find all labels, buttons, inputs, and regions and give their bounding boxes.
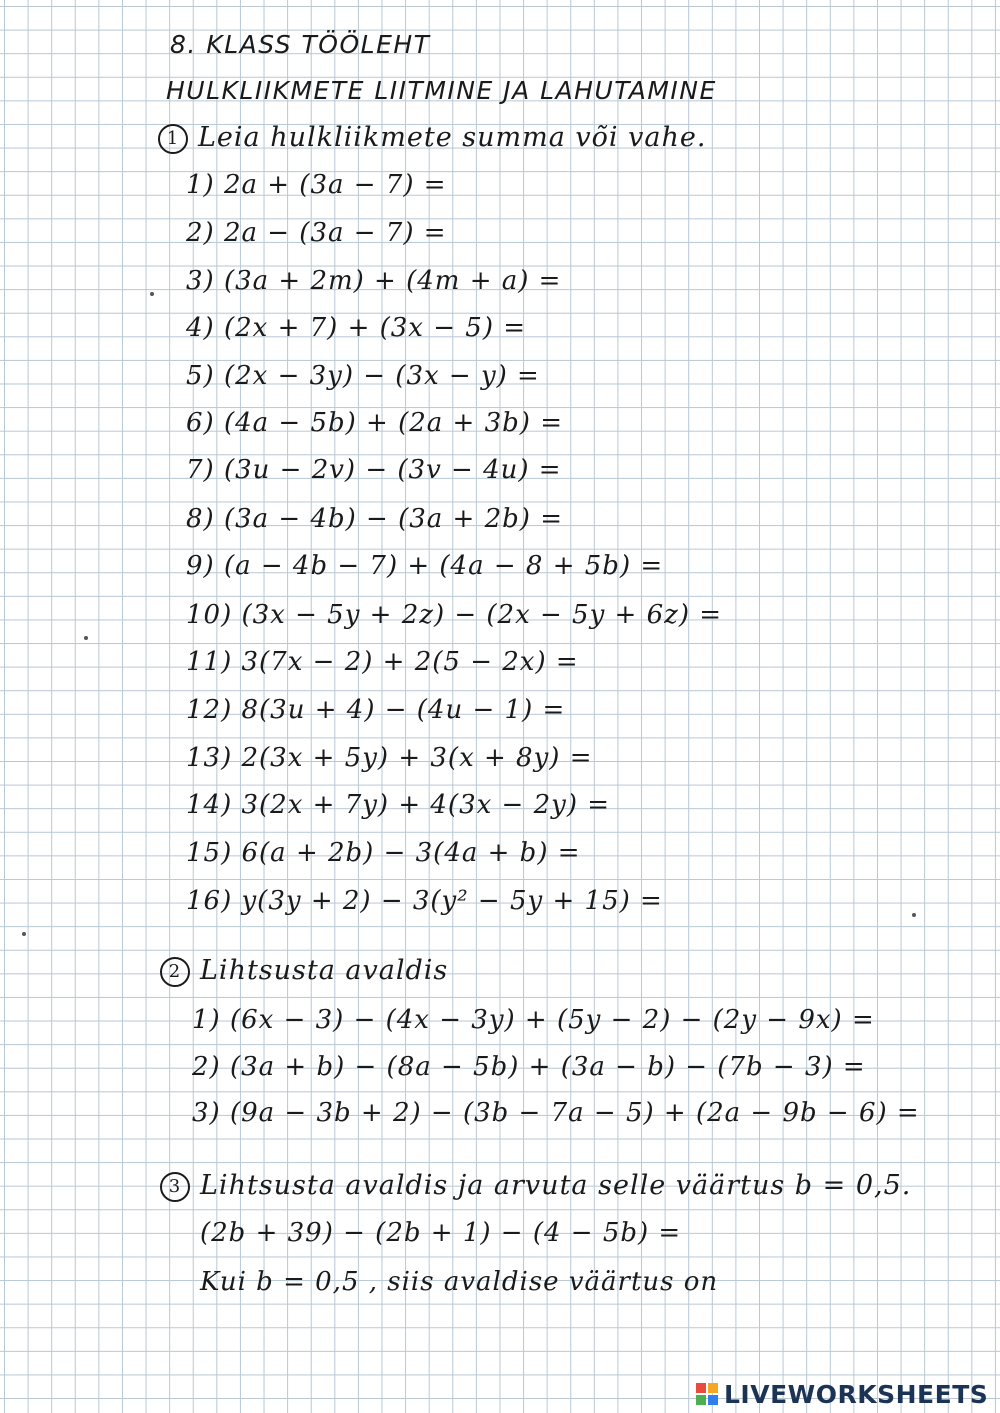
task1-item-16: 16) y(3y + 2) − 3(y² − 5y + 15) =	[186, 886, 663, 916]
task1-item-14: 14) 3(2x + 7y) + 4(3x − 2y) =	[186, 790, 611, 820]
task2-instruction: Lihtsusta avaldis	[200, 955, 449, 986]
task1-heading	[158, 122, 706, 154]
task1-item-3: 3) (3a + 2m) + (4m + a) =	[186, 266, 562, 296]
logo-icon	[696, 1383, 718, 1405]
task3-number-badge: 3	[160, 1172, 190, 1202]
task1-item-2: 2) 2a − (3a − 7) =	[186, 218, 447, 248]
task1-item-10: 10) (3x − 5y + 2z) − (2x − 5y + 6z) =	[186, 600, 723, 630]
logo-square-red	[696, 1383, 706, 1393]
worksheet-title: 8. KLASS TÖÖLEHT	[170, 30, 431, 59]
paper-speck	[912, 913, 916, 917]
task1-item-9: 9) (a − 4b − 7) + (4a − 8 + 5b) =	[186, 551, 664, 581]
paper-speck	[84, 636, 88, 640]
logo-square-blue	[708, 1395, 718, 1405]
task1-item-1: 1) 2a + (3a − 7) =	[186, 170, 447, 200]
worksheet-subtitle: HULKLIIKMETE LIITMINE JA LAHUTAMINE	[166, 76, 717, 105]
logo-square-orange	[708, 1383, 718, 1393]
task2-heading	[160, 955, 448, 987]
logo-square-green	[696, 1395, 706, 1405]
task1-item-7: 7) (3u − 2v) − (3v − 4u) =	[186, 455, 562, 485]
logo-text: LIVEWORKSHEETS	[724, 1379, 989, 1409]
task3-instruction: Lihtsusta avaldis ja arvuta selle väärtus b = 0,5.	[200, 1170, 912, 1201]
paper-speck	[150, 292, 154, 296]
task3-conclusion: Kui b = 0,5 , siis avaldise väärtus on	[200, 1267, 719, 1297]
task1-item-5: 5) (2x − 3y) − (3x − y) =	[186, 361, 540, 391]
task1-item-4: 4) (2x + 7) + (3x − 5) =	[186, 313, 527, 343]
liveworksheets-logo	[696, 1378, 988, 1410]
task1-item-6: 6) (4a − 5b) + (2a + 3b) =	[186, 408, 563, 438]
paper-speck	[22, 932, 26, 936]
task1-item-11: 11) 3(7x − 2) + 2(5 − 2x) =	[186, 647, 579, 677]
task1-item-12: 12) 8(3u + 4) − (4u − 1) =	[186, 695, 566, 725]
task3-expression: (2b + 39) − (2b + 1) − (4 − 5b) =	[200, 1218, 682, 1248]
task2-item-1: 1) (6x − 3) − (4x − 3y) + (5y − 2) − (2y − 9x) =	[192, 1005, 875, 1035]
task3-heading	[160, 1170, 911, 1202]
task2-item-3: 3) (9a − 3b + 2) − (3b − 7a − 5) + (2a − 9b − 6) =	[192, 1098, 920, 1128]
task1-number-badge: 1	[158, 124, 188, 154]
task1-instruction: Leia hulkliikmete summa või vahe.	[198, 122, 707, 153]
task1-item-13: 13) 2(3x + 5y) + 3(x + 8y) =	[186, 743, 593, 773]
task1-item-15: 15) 6(a + 2b) − 3(4a + b) =	[186, 838, 581, 868]
task2-number-badge: 2	[160, 957, 190, 987]
task1-item-8: 8) (3a − 4b) − (3a + 2b) =	[186, 504, 563, 534]
task2-item-2: 2) (3a + b) − (8a − 5b) + (3a − b) − (7b − 3) =	[192, 1052, 866, 1082]
